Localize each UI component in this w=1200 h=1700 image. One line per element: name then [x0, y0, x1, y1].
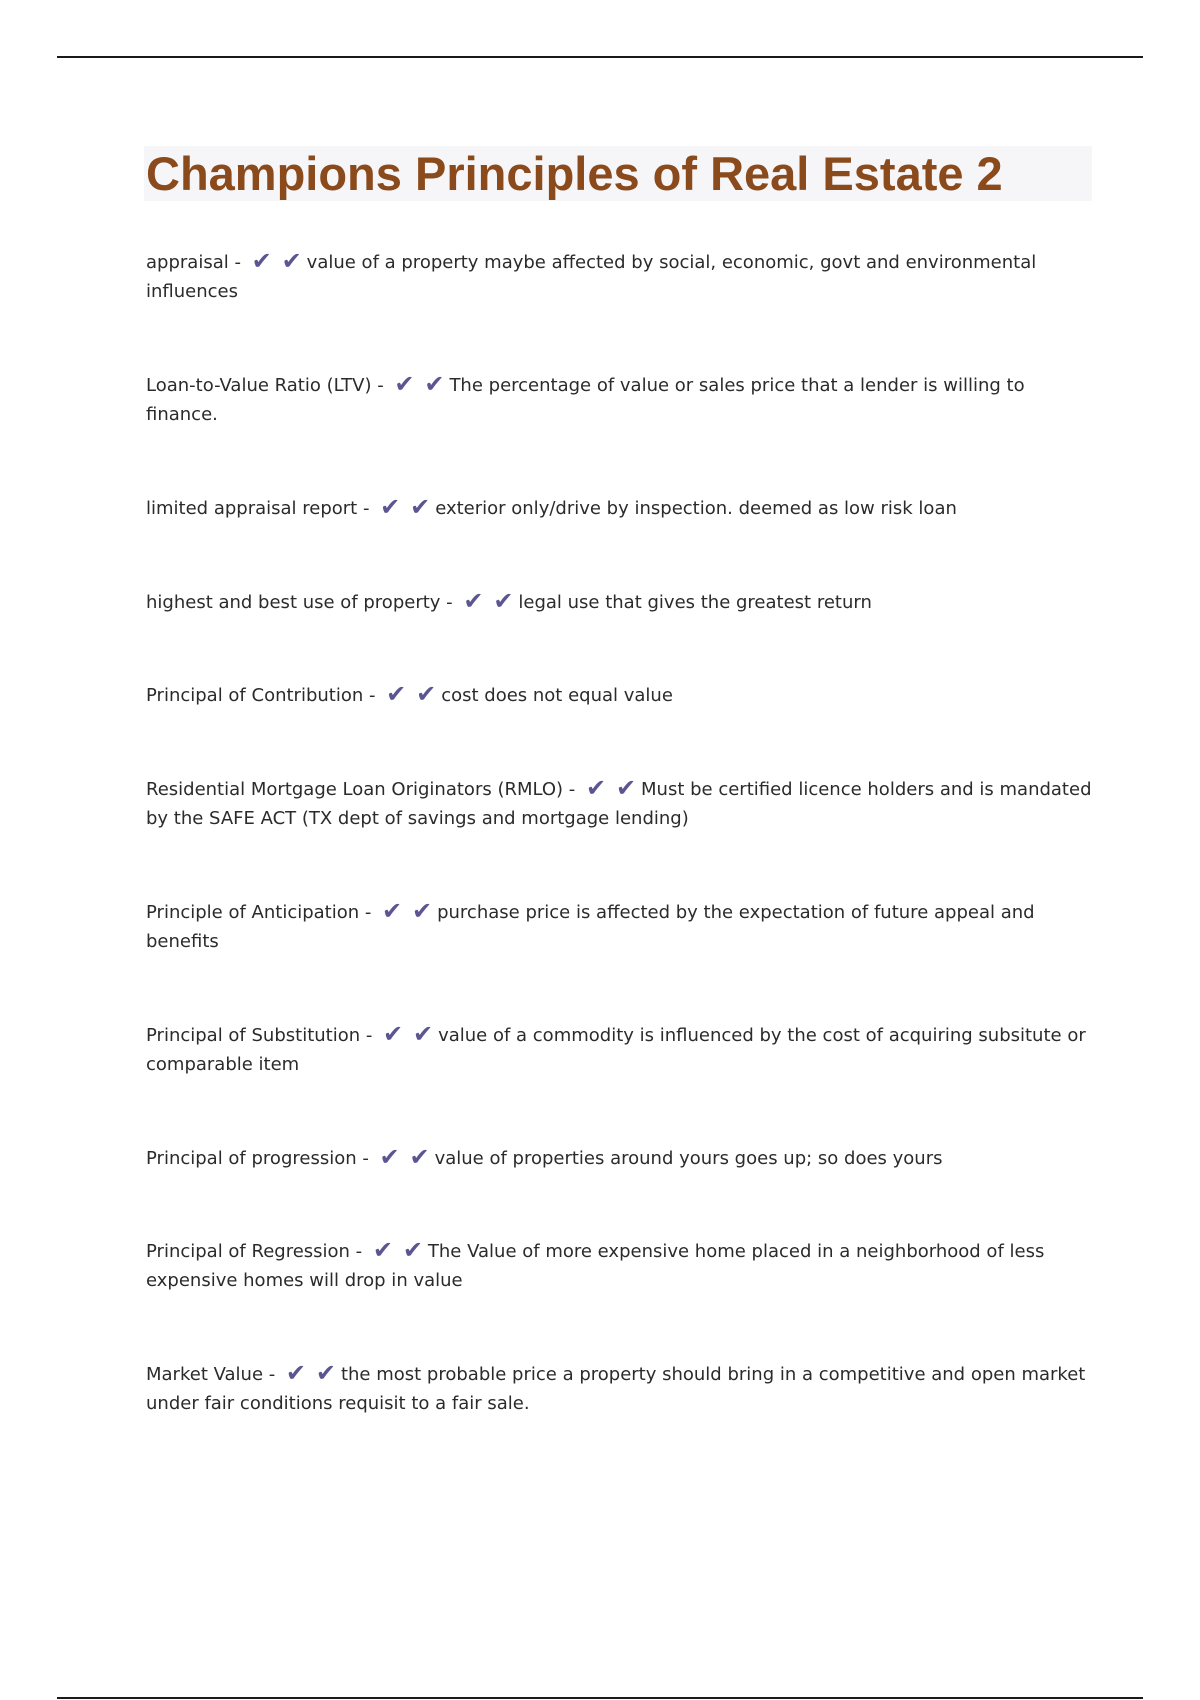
- check-mark-icon: ✔: [463, 587, 484, 615]
- check-mark-icon: ✔: [410, 493, 431, 521]
- check-mark-icon: ✔: [493, 587, 514, 615]
- entry-term: Principal of progression -: [146, 1148, 375, 1169]
- check-mark-icon: ✔: [615, 774, 637, 802]
- entry-term: Principle of Anticipation -: [146, 902, 378, 923]
- check-mark-icon: ✔: [315, 1359, 337, 1387]
- list-item: [146, 494, 1096, 523]
- check-mark-icon: ✔: [382, 897, 403, 925]
- entry-definition: legal use that gives the greatest return: [518, 592, 872, 613]
- entry-term: Principal of Regression -: [146, 1241, 368, 1262]
- list-item: [146, 1144, 1096, 1173]
- entry-definition: cost does not equal value: [441, 685, 673, 706]
- check-mark-icon: ✔: [413, 1020, 434, 1048]
- entry-term: Market Value -: [146, 1364, 281, 1385]
- check-mark-icon: ✔: [383, 1020, 404, 1048]
- entry-term: Residential Mortgage Loan Originators (RMLO) -: [146, 779, 582, 800]
- list-item: [146, 898, 1096, 956]
- entry-definition: value of properties around yours goes up; so does yours: [434, 1148, 943, 1169]
- entry-term: Principal of Substitution -: [146, 1025, 379, 1046]
- check-mark-icon: ✔: [281, 247, 302, 275]
- list-item: [146, 775, 1096, 833]
- check-mark-icon: ✔: [402, 1236, 423, 1264]
- entry-term: Loan-to-Value Ratio (LTV) -: [146, 375, 390, 396]
- check-mark-icon: ✔: [285, 1359, 307, 1387]
- entry-definition: exterior only/drive by inspection. deemed as low risk loan: [435, 498, 957, 519]
- check-mark-icon: ✔: [416, 680, 437, 708]
- check-mark-icon: ✔: [372, 1236, 393, 1264]
- check-mark-icon: ✔: [409, 1143, 430, 1171]
- list-item: [146, 588, 1096, 617]
- entry-term: highest and best use of property -: [146, 592, 459, 613]
- bottom-rule: [57, 1697, 1143, 1699]
- check-mark-icon: ✔: [412, 897, 433, 925]
- list-item: [146, 681, 1096, 710]
- entry-definition: value of a commodity is influenced by the cost of acquiring subsitute or comparable item: [146, 1025, 1086, 1075]
- check-mark-icon: ✔: [585, 774, 607, 802]
- entry-term: appraisal -: [146, 252, 247, 273]
- check-mark-icon: ✔: [424, 370, 445, 398]
- check-mark-icon: ✔: [379, 1143, 400, 1171]
- entry-definition: purchase price is affected by the expectation of future appeal and benefits: [146, 902, 1035, 952]
- list-item: [146, 1021, 1096, 1079]
- entry-definition: value of a property maybe affected by social, economic, govt and environmental influences: [146, 252, 1037, 302]
- check-mark-icon: ✔: [386, 680, 407, 708]
- entry-definition: The percentage of value or sales price that a lender is willing to finance.: [146, 375, 1025, 425]
- check-mark-icon: ✔: [394, 370, 415, 398]
- check-mark-icon: ✔: [380, 493, 401, 521]
- entry-definition: the most probable price a property should bring in a competitive and open market under fair conditions requisit to a fair sale.: [146, 1364, 1086, 1414]
- document-title: Champions Principles of Real Estate 2: [146, 147, 1003, 200]
- list-item: [146, 1360, 1096, 1418]
- list-item: [146, 1237, 1096, 1295]
- entry-term: limited appraisal report -: [146, 498, 376, 519]
- entry-term: Principal of Contribution -: [146, 685, 382, 706]
- check-mark-icon: ✔: [251, 247, 272, 275]
- entry-definition: Must be certified licence holders and is mandated by the SAFE ACT (TX dept of savings and mortgage lending): [146, 779, 1092, 829]
- list-item: [146, 371, 1096, 429]
- top-rule: [57, 56, 1143, 58]
- list-item: [146, 248, 1096, 306]
- entry-definition: The Value of more expensive home placed in a neighborhood of less expensive homes will drop in value: [146, 1241, 1045, 1291]
